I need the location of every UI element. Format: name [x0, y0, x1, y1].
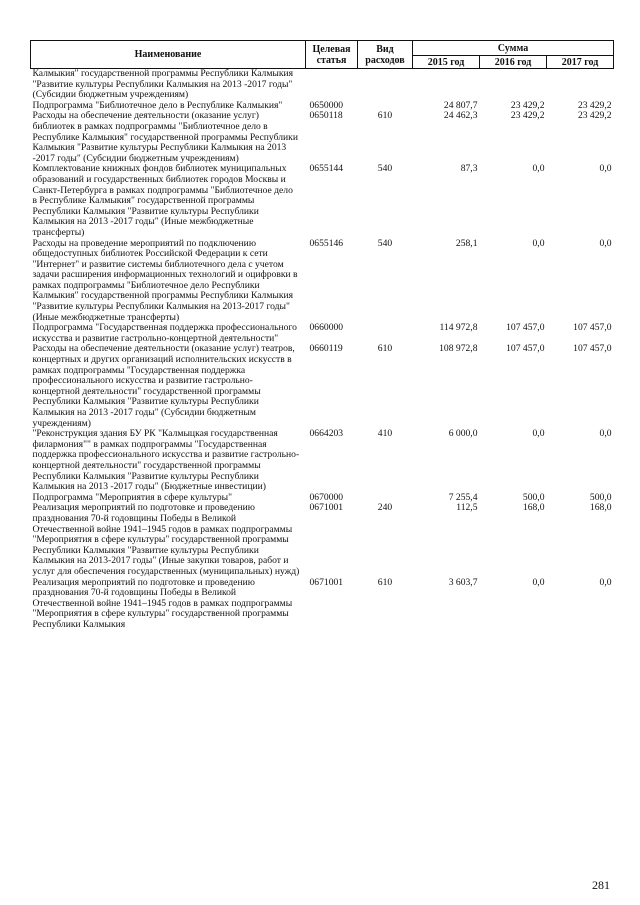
page-number: 281	[592, 878, 610, 892]
row-2015: 114 972,8	[439, 322, 478, 334]
row-target: 0655146	[309, 237, 344, 249]
row-2015: 3 603,7	[448, 576, 478, 588]
row-name: Калмыкия" государственной программы Республики Калмыкия "Развитие культуры Республики Калмыкия на 2013 -2017 годы" (Субсидии бюджетным учреждениям)	[32, 68, 294, 101]
row-2015: 87,3	[460, 163, 478, 175]
row-target: 0655144	[309, 163, 344, 175]
row-name: Подпрограмма "Библиотечное дело в Республике Калмыкия"	[32, 99, 283, 111]
row-2017: 107 457,0	[573, 322, 612, 334]
row-2017: 500,0	[589, 491, 612, 503]
header-sum: Сумма	[413, 41, 614, 56]
row-target: 0670000	[309, 491, 344, 503]
row-2017: 107 457,0	[573, 343, 612, 355]
row-2016: 107 457,0	[506, 322, 545, 334]
row-target: 0660000	[309, 322, 344, 334]
row-2015: 258,1	[455, 237, 478, 249]
row-type: 610	[377, 576, 393, 588]
row-type	[358, 69, 413, 101]
row-type: 540	[377, 237, 393, 249]
table-row	[31, 164, 614, 238]
row-name: Реализация мероприятий по подготовке и проведению празднования 70-й годовщины Победы в Великой Отечественной войне 1941–1945 годов в рамках подпрограммы "Мероприятия в сфере культуры" государственной программы Республики Калмыкия "Развитие культуры Республики Калмыкия на 2013-2017 годы" (Иные закупки товаров, работ и услуг для обеспечения государственных (муниципальных) нужд)	[32, 502, 300, 577]
row-2017: 0,0	[599, 428, 612, 440]
row-2016: 168,0	[522, 502, 545, 514]
row-type: 610	[377, 110, 393, 122]
row-2016: 0,0	[532, 428, 545, 440]
row-2017: 168,0	[589, 502, 612, 514]
row-2015	[413, 69, 480, 101]
table-row	[31, 239, 614, 324]
header-year-2015: 2015 год	[413, 56, 480, 69]
row-target: 0650000	[309, 99, 344, 111]
row-2015: 112,5	[456, 502, 478, 514]
row-2016: 0,0	[532, 576, 545, 588]
header-target: Целевая статья	[306, 41, 358, 69]
header-year-2016: 2016 год	[480, 56, 547, 69]
row-name: Расходы на обеспечение деятельности (оказание услуг) театров, концертных и других организаций исполнительских искусств в рамках подпрограммы "Государственная поддержка профессионального искусства и развитие гастрольно-концертной деятельности" государственной программы Республики Калмыкия "Развитие культуры Республики Калмыкия на 2013 -2017 годы" (Субсидии бюджетным учреждениям)	[32, 343, 295, 429]
row-2017	[547, 69, 614, 101]
row-2015: 24 462,3	[443, 110, 478, 122]
row-2017: 23 429,2	[577, 110, 612, 122]
header-type: Вид расходов	[358, 41, 413, 69]
row-target: 0650118	[309, 110, 343, 122]
row-name: Расходы на обеспечение деятельности (оказание услуг) библиотек в рамках подпрограммы "Библиотечное дело в Республике Калмыкия" государственной программы Республики Калмыкия "Развитие культуры Республики Калмыкия на 2013 -2017 годы" (Субсидии бюджетным учреждениям)	[32, 110, 298, 164]
row-type: 410	[377, 428, 393, 440]
row-name: "Реконструкция здания БУ РК "Калмыцкая государственная филармония"" в рамках подпрограммы "Государственная поддержка профессионального искусства и развитие гастрольно-концертной деятельности" государственной программы Республики Калмыкия "Развитие культуры Республики Калмыкия на 2013 -2017 годы" (Бюджетные инвестиции)	[32, 428, 300, 493]
row-2017: 0,0	[599, 163, 612, 175]
budget-table	[30, 40, 614, 630]
row-2016: 500,0	[522, 491, 545, 503]
row-type: 610	[377, 343, 393, 355]
header-year-2017: 2017 год	[547, 56, 614, 69]
row-name: Подпрограмма "Государственная поддержка профессионального искусства и развитие гастрольно-концертной деятельности"	[32, 322, 297, 344]
row-type	[358, 323, 413, 344]
row-type: 540	[377, 163, 393, 175]
row-2015: 108 972,8	[439, 343, 478, 355]
table-row	[31, 344, 614, 429]
row-2016: 23 429,2	[510, 110, 545, 122]
table-row	[31, 578, 614, 631]
row-2016: 23 429,2	[510, 99, 545, 111]
table-row	[31, 323, 614, 344]
row-2016: 107 457,0	[506, 343, 545, 355]
budget-page	[30, 40, 613, 630]
row-2017: 0,0	[599, 237, 612, 249]
row-2015: 7 255,4	[448, 491, 478, 503]
row-2015: 24 807,7	[443, 99, 478, 111]
row-name: Реализация мероприятий по подготовке и проведению празднования 70-й годовщины Победы в Великой Отечественной войне 1941–1945 годов в рамках подпрограммы "Мероприятия в сфере культуры" государственной программы Республики Калмыкия	[32, 576, 293, 630]
row-2016	[480, 69, 547, 101]
table-row	[31, 69, 614, 101]
row-2017: 0,0	[599, 576, 612, 588]
row-target: 0671001	[309, 576, 344, 588]
table-row	[31, 111, 614, 164]
row-target: 0671001	[309, 502, 344, 514]
row-type: 240	[377, 502, 393, 514]
row-2016: 0,0	[532, 163, 545, 175]
table-header	[31, 41, 614, 69]
row-target: 0660119	[309, 343, 343, 355]
row-2016: 0,0	[532, 237, 545, 249]
row-name: Расходы на проведение мероприятий по подключению общедоступных библиотек Российской Федерации к сети "Интернет" и развитие системы библиотечного дела с учетом задачи расширения информационных технологий и оцифровки в рамках подпрограммы "Библиотечное дело Республики Калмыкия" государственной программы Республики Калмыкия "Развитие культуры Республики Калмыкия на 2013-2017 годы" (Иные межбюджетные трансферты)	[32, 237, 298, 323]
table-row	[31, 503, 614, 577]
row-name: Комплектование книжных фондов библиотек муниципальных образований и государственных библиотек городов Москвы и Санкт-Петербурга в рамках подпрограммы "Библиотечное дело в Республике Калмыкия" государственной программы Республики Калмыкия "Развитие культуры Республики Калмыкия на 2013 -2017 годы" (Иные межбюджетные трансферты)	[32, 163, 293, 238]
row-name: Подпрограмма "Мероприятия в сфере культуры"	[32, 491, 233, 503]
header-name: Наименование	[31, 41, 306, 69]
row-target: 0664203	[309, 428, 344, 440]
table-row	[31, 429, 614, 493]
row-target	[306, 69, 358, 101]
row-2015: 6 000,0	[448, 428, 478, 440]
table-body	[31, 69, 614, 631]
row-2017: 23 429,2	[577, 99, 612, 111]
